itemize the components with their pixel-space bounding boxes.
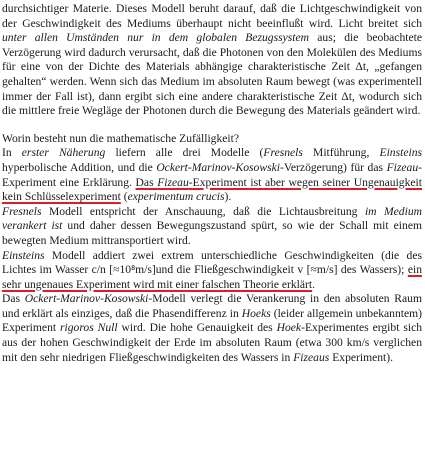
text-run — [128, 190, 225, 203]
italic-text: Fizeaus — [293, 350, 330, 364]
text-run: liefern alle drei Modelle ( — [105, 146, 264, 160]
text-run — [60, 321, 118, 334]
italic-text: Hoeks — [241, 306, 271, 320]
text-run: durchsichtiger Materie. Dieses Modell beruht darauf, daß die Lichtgeschwindigkeit von der Geschwindigkeit des Mediums überhaupt nicht beeinflußt wird. Licht breitet sich — [2, 2, 422, 30]
italic-text: unter allen Umständen nur in dem globalen Bezugssystem — [2, 31, 310, 45]
document-page — [2, 2, 422, 365]
paragraph-p5 — [2, 249, 422, 293]
italic-text: rigoros Null — [60, 321, 118, 335]
italic-text: Fresnels — [2, 204, 42, 218]
italic-text: Ockert-Marinov-Kosowski — [156, 160, 280, 174]
underlined-text: -Experiment ist aber wegen seiner Ungenauigkeit kein Schlüsselexperiment — [2, 175, 422, 204]
text-run: Worin besteht nun die mathematische Zufälligkeit? — [2, 131, 239, 145]
text-run — [380, 146, 423, 159]
text-run: Das — [2, 292, 25, 306]
text-run: -Verzögerung) für das — [279, 160, 387, 174]
text-run: (leider allgemein unbekanntem) Experiment — [2, 306, 422, 335]
text-run: ). — [224, 190, 232, 204]
text-run — [293, 351, 329, 364]
italic-text: Hoek — [276, 321, 302, 335]
text-run: In — [2, 146, 22, 160]
text-run — [22, 146, 106, 159]
text-run: -Experiment eine Erklärung. — [2, 160, 423, 189]
text-run: Experiment). — [329, 350, 394, 364]
italic-text: Ockert-Marinov-Kosowski — [24, 292, 149, 306]
text-run — [387, 161, 419, 174]
text-run: aus; die beobachtete Verzögerung wird dadurch verursacht, daß die Photonen von den Molekülen des Mediums für eine von der Dichte des Materials abhängige charakteristische Zeit Δt, „gefangen gehalten“ werden. Wenn sich das Medium im absoluten Raum bewegt (was experimentell immer der Fall ist), dann ergibt sich eine andere charakteristische Zeit Δt, wodurch sich die mittlere freie Wegläge der Photonen durch die Bewegung des Materials geändert wird. — [2, 31, 422, 118]
paragraph-gap — [2, 119, 422, 132]
italic-text: Einsteins — [379, 146, 423, 160]
text-run: -Modell verlegt die Verankerung in den absoluten Raum und erklärt als einziges, daß die Phasendifferenz in — [2, 292, 422, 320]
text-run — [2, 205, 42, 218]
italic-text: Fizeau — [386, 160, 419, 174]
underlined-text: Das — [135, 175, 158, 189]
underlined-italic-text: Fizeau — [157, 175, 189, 189]
paragraph-p1 — [2, 2, 422, 119]
text-run — [2, 31, 309, 44]
text-run — [2, 249, 45, 262]
paragraph-p6 — [2, 292, 422, 365]
text-run: Mitführung, — [302, 146, 380, 160]
text-run — [242, 307, 271, 320]
italic-text: im Medium verankert ist — [2, 204, 422, 233]
text-run: ( — [120, 190, 128, 204]
text-run: -Experimentes ergibt sich aus der hohen Geschwindigkeit der Erde im absoluten Raum (etwa 300 km/s verglichen mit den sehr niedrigen Fließgeschwindigkeiten des Wassers in — [2, 321, 423, 364]
text-run — [277, 321, 301, 334]
text-run: Modell addiert zwei extrem unterschiedliche Geschwindigkeiten (die des Lichtes im Wasser c/n [≈10⁸m/s]und die Fließgeschwindigkeit v [≈m/s] des Wassers); — [2, 248, 422, 277]
text-run: hyperbolische Addition, und die — [2, 160, 157, 174]
text-run — [157, 176, 189, 189]
paragraph-p4 — [2, 205, 422, 249]
text-run: wird. Die hohe Genauigkeit des — [117, 321, 277, 335]
text-run — [156, 161, 280, 174]
paragraph-p2 — [2, 132, 422, 147]
italic-text: experimentum crucis — [127, 190, 225, 204]
text-run — [25, 292, 149, 305]
text-run — [263, 146, 303, 159]
text-run: und daher dessen Bewegungszustand spürt, so wie der Schall mit einem bewegten Medium mittransportiert wird. — [2, 219, 422, 247]
italic-text: erster Näherung — [21, 146, 106, 160]
text-run: Modell entspricht der Anschauung, daß die Lichtausbreitung — [41, 204, 365, 218]
italic-text: Einsteins — [2, 248, 45, 262]
italic-text: Fresnels — [263, 146, 303, 160]
text-run: . — [312, 277, 316, 291]
paragraph-p3 — [2, 146, 422, 204]
underlined-text: ein sehr ungenaues Experiment wird mit einer falschen Theorie erklärt — [2, 263, 422, 291]
